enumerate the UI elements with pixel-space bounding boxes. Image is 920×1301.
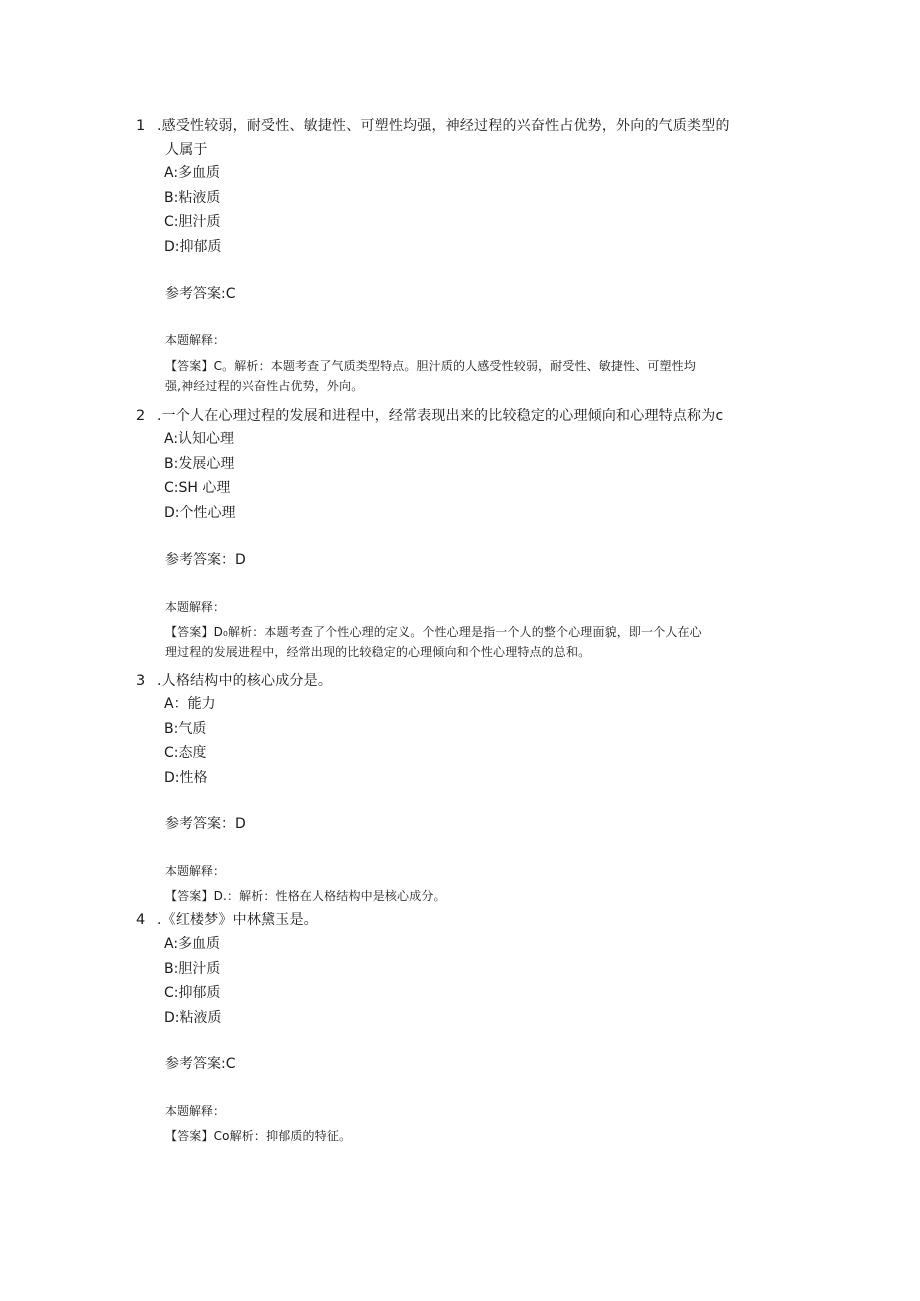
option-c: C:胆汁质: [164, 214, 221, 230]
question-number: 1: [136, 118, 146, 134]
option-d: D:抑郁质: [164, 238, 222, 255]
option-b: B:粘液质: [164, 189, 221, 206]
explanation-line: 【答案】C。解析：本题考查了气质类型特点。胆汁质的人感受性较弱，耐受性、敏捷性、可塑性均: [165, 359, 696, 373]
option-list: [164, 161, 222, 259]
explanation-body: [165, 356, 790, 396]
option-d: D:个性心理: [164, 504, 236, 521]
explanation-line: 【答案】D.：解析：性格在人格结构中是核心成分。: [165, 889, 446, 903]
question-stem: [157, 908, 797, 932]
reference-answer: 参考答案:C: [165, 1056, 236, 1072]
option-d: D:粘液质: [164, 1009, 222, 1026]
explanation-body: [165, 1126, 790, 1146]
explanation-line: 理过程的发展进程中，经常出现的比较稳定的心理倾向和个性心理特点的总和。: [165, 645, 591, 659]
reference-answer: 参考答案:C: [165, 286, 236, 302]
option-list: [164, 427, 236, 525]
reference-answer: 参考答案：D: [165, 816, 246, 832]
question-stem-line: .一个人在心理过程的发展和进程中，经常表现出来的比较稳定的心理倾向和心理特点称为c: [157, 408, 724, 424]
option-d: D:性格: [164, 769, 208, 786]
explanation-title: 本题解释：: [165, 1104, 226, 1118]
option-a: A:认知心理: [164, 431, 235, 447]
question-number: 4: [136, 912, 146, 928]
question-stem-line: .人格结构中的核心成分是。: [157, 673, 333, 689]
explanation-title: 本题解释：: [165, 864, 226, 878]
question-stem: [157, 114, 797, 162]
option-b: B:发展心理: [164, 455, 235, 472]
explanation-title: 本题解释：: [165, 333, 226, 347]
option-a: A：能力: [164, 696, 216, 712]
option-c: C:态度: [164, 745, 207, 761]
reference-answer: 参考答案：D: [165, 552, 246, 568]
explanation-body: [165, 622, 790, 662]
question-stem-line: .《红楼梦》中林黛玉是。: [157, 912, 318, 928]
question-stem: [157, 404, 797, 428]
question-stem: [157, 669, 797, 693]
explanation-line: 【答案】Co解析：抑郁质的特征。: [165, 1129, 352, 1143]
option-a: A:多血质: [164, 165, 221, 181]
explanation-title: 本题解释：: [165, 600, 226, 614]
option-a: A:多血质: [164, 936, 221, 952]
option-b: B:气质: [164, 720, 207, 737]
question-stem-line: 人属于: [165, 142, 208, 158]
option-b: B:胆汁质: [164, 960, 221, 977]
option-c: C:SH 心理: [164, 480, 231, 496]
explanation-line: 强,神经过程的兴奋性占优势，外向。: [165, 379, 364, 393]
question-number: 2: [136, 408, 146, 424]
explanation-line: 【答案】D₀解析：本题考查了个性心理的定义。个性心理是指一个人的整个心理面貌，即一个人在心: [165, 625, 702, 639]
question-number: 3: [136, 673, 146, 689]
explanation-body: [165, 886, 790, 906]
option-c: C:抑郁质: [164, 985, 221, 1001]
option-list: [164, 692, 216, 790]
question-stem-line: .感受性较弱，耐受性、敏捷性、可塑性均强，神经过程的兴奋性占优势，外向的气质类型的: [157, 118, 730, 134]
option-list: [164, 932, 222, 1030]
